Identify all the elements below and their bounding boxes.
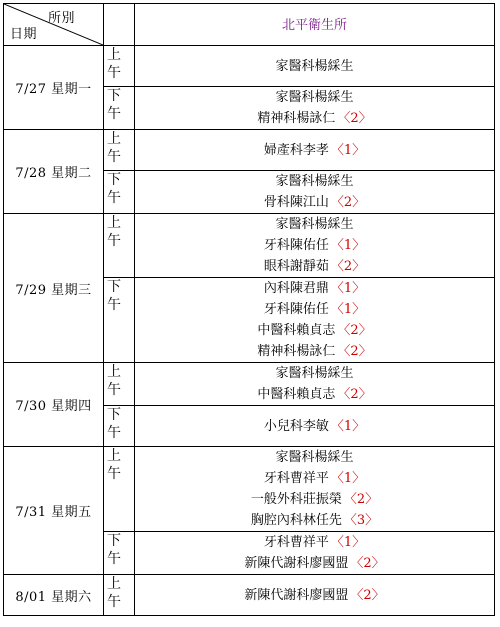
appointment-count: 〈2〉	[350, 587, 385, 603]
session-row	[4, 214, 495, 278]
doctor-entry	[135, 256, 494, 277]
half-day-char: 下	[107, 533, 121, 549]
half-day-cell	[104, 447, 135, 532]
doctor-name: 婦產科李孝	[263, 142, 329, 158]
half-day-char: 上	[107, 131, 121, 147]
half-day-char: 上	[107, 448, 121, 464]
doctor-entry	[135, 363, 494, 384]
doctor-entry	[135, 585, 494, 606]
appointment-count: 〈1〉	[330, 535, 366, 550]
doctors-cell	[135, 87, 495, 130]
half-day-cell	[104, 532, 135, 575]
half-day-char: 午	[107, 594, 121, 610]
doctor-name: 中醫科賴貞志	[257, 323, 336, 338]
appointment-count: 〈2〉	[350, 556, 385, 571]
header-corner-cell	[4, 4, 104, 46]
half-day-cell	[104, 278, 135, 363]
half-day-char: 午	[107, 297, 121, 313]
half-day-char: 午	[107, 190, 121, 206]
doctor-name: 內科陳君鼎	[263, 281, 329, 296]
doctor-entry	[135, 320, 494, 341]
appointment-count: 〈1〉	[330, 471, 366, 486]
date-cell: 7/27 星期一	[4, 46, 104, 130]
doctor-entry	[135, 87, 494, 108]
clinic-schedule-table	[3, 3, 495, 616]
header-half-cell	[104, 4, 135, 46]
doctor-entry	[135, 214, 494, 235]
doctors-cell	[135, 532, 495, 575]
doctors-cell	[135, 363, 495, 406]
doctor-name: 小兒科李敏	[263, 418, 329, 434]
appointment-count: 〈3〉	[343, 513, 379, 528]
half-day-cell	[104, 171, 135, 214]
date-cell: 7/28 星期二	[4, 130, 104, 214]
appointment-count: 〈1〉	[330, 238, 366, 253]
appointment-count: 〈1〉	[330, 418, 366, 434]
appointment-count: 〈2〉	[330, 195, 366, 210]
doctor-entry	[135, 447, 494, 468]
appointment-count: 〈2〉	[330, 259, 366, 274]
appointment-count: 〈2〉	[337, 111, 372, 126]
doctor-entry	[135, 416, 494, 437]
half-day-char: 上	[107, 215, 121, 231]
doctor-name: 家醫科楊綵生	[275, 174, 354, 189]
doctor-name: 胸腔內科林任先	[250, 513, 342, 528]
doctors-cell	[135, 447, 495, 532]
doctors-cell	[135, 575, 495, 616]
doctor-entry	[135, 341, 494, 362]
date-cell: 7/31 星期五	[4, 447, 104, 575]
doctor-name: 眼科謝靜茹	[263, 259, 329, 274]
doctor-name: 家醫科楊綵生	[275, 90, 354, 105]
schedule-body	[4, 4, 495, 616]
half-day-char: 午	[107, 65, 121, 81]
half-day-cell	[104, 575, 135, 616]
doctor-name: 新陳代謝科廖國盟	[244, 556, 349, 571]
session-row	[4, 46, 495, 87]
half-day-char: 上	[107, 47, 121, 63]
session-row	[4, 575, 495, 616]
doctor-name: 精神科楊詠仁	[257, 344, 336, 359]
doctor-entry	[135, 192, 494, 213]
half-day-char: 午	[107, 425, 121, 441]
date-cell: 8/01 星期六	[4, 575, 104, 616]
appointment-count: 〈2〉	[337, 323, 372, 338]
appointment-count: 〈1〉	[330, 302, 366, 317]
appointment-count: 〈2〉	[343, 492, 379, 507]
half-day-char: 上	[107, 576, 121, 592]
half-day-char: 下	[107, 88, 121, 104]
half-day-char: 下	[107, 172, 121, 188]
date-cell: 7/30 星期四	[4, 363, 104, 447]
appointment-count: 〈2〉	[337, 387, 372, 402]
doctor-name: 家醫科楊綵生	[275, 217, 354, 232]
half-day-char: 午	[107, 466, 121, 482]
half-day-cell	[104, 46, 135, 87]
half-day-cell	[104, 214, 135, 278]
session-row	[4, 130, 495, 171]
doctor-name: 一般外科莊振榮	[250, 492, 342, 507]
header-row	[4, 4, 495, 46]
doctor-entry	[135, 532, 494, 553]
clinic-name: 北平衛生所	[135, 4, 495, 46]
doctor-entry	[135, 56, 494, 77]
doctor-name: 家醫科楊綵生	[275, 58, 354, 74]
half-day-char: 午	[107, 382, 121, 398]
half-day-char: 下	[107, 407, 121, 423]
half-day-char: 午	[107, 551, 121, 567]
half-day-cell	[104, 406, 135, 447]
half-day-char: 午	[107, 106, 121, 122]
doctor-name: 牙科曹祥平	[263, 535, 329, 550]
appointment-count: 〈1〉	[330, 281, 366, 296]
doctor-entry	[135, 278, 494, 299]
doctors-cell	[135, 406, 495, 447]
doctor-entry	[135, 384, 494, 405]
appointment-count: 〈2〉	[337, 344, 372, 359]
date-label: 日期	[10, 27, 38, 42]
appointment-count: 〈1〉	[330, 142, 366, 158]
doctor-name: 骨科陳江山	[263, 195, 329, 210]
doctors-cell	[135, 171, 495, 214]
doctor-entry	[135, 108, 494, 129]
half-day-cell	[104, 87, 135, 130]
half-day-char: 上	[107, 364, 121, 380]
half-day-cell	[104, 363, 135, 406]
doctor-name: 精神科楊詠仁	[257, 111, 336, 126]
date-cell: 7/29 星期三	[4, 214, 104, 363]
doctors-cell	[135, 214, 495, 278]
doctor-name: 牙科陳佑任	[263, 302, 329, 317]
half-day-char: 午	[107, 149, 121, 165]
doctor-name: 家醫科楊綵生	[275, 450, 354, 465]
doctor-name: 牙科陳佑任	[263, 238, 329, 253]
doctor-entry	[135, 553, 494, 574]
doctor-name: 家醫科楊綵生	[275, 366, 354, 381]
doctor-entry	[135, 171, 494, 192]
half-day-cell	[104, 130, 135, 171]
half-day-char: 午	[107, 233, 121, 249]
doctor-entry	[135, 299, 494, 320]
doctor-name: 中醫科賴貞志	[257, 387, 336, 402]
session-row	[4, 363, 495, 406]
doctor-name: 牙科曹祥平	[263, 471, 329, 486]
doctor-entry	[135, 235, 494, 256]
doctor-entry	[135, 510, 494, 531]
doctor-entry	[135, 468, 494, 489]
doctors-cell	[135, 46, 495, 87]
doctors-cell	[135, 278, 495, 363]
place-label: 所別	[47, 11, 75, 26]
doctors-cell	[135, 130, 495, 171]
doctor-entry	[135, 140, 494, 161]
doctor-entry	[135, 489, 494, 510]
half-day-char: 下	[107, 279, 121, 295]
doctor-name: 新陳代謝科廖國盟	[244, 587, 349, 603]
session-row	[4, 447, 495, 532]
